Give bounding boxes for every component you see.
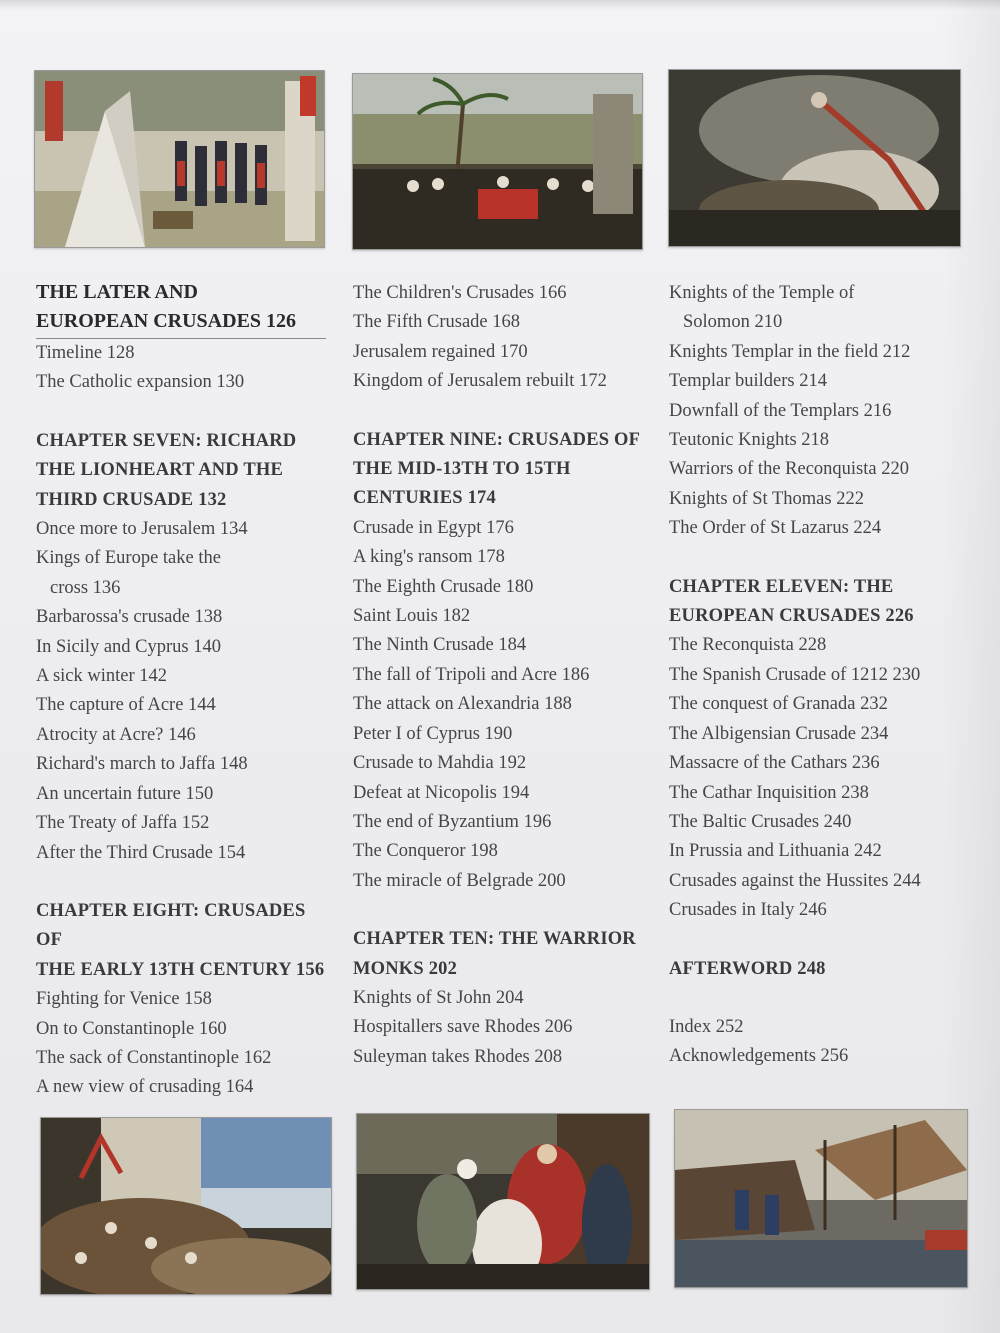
toc-column-1 — [36, 278, 336, 1103]
toc-entry[interactable]: The Albigensian Crusade 234 — [669, 723, 889, 744]
toc-entry[interactable]: Atrocity at Acre? 146 — [36, 724, 196, 745]
chapter-nine-heading[interactable]: CHAPTER NINE: CRUSADES OF THE MID-13TH TO 15TH CENTURIES 174 — [353, 429, 641, 509]
image-royal-audience — [356, 1113, 650, 1290]
afterword-heading[interactable]: AFTERWORD 248 — [669, 958, 826, 979]
toc-entry[interactable]: The sack of Constantinople 162 — [36, 1047, 272, 1068]
toc-entry[interactable]: A king's ransom 178 — [353, 547, 505, 568]
part-title: THE LATER AND EUROPEAN CRUSADES 126 — [36, 278, 326, 339]
toc-entry[interactable]: The Fifth Crusade 168 — [353, 312, 520, 333]
toc-entry[interactable]: The Order of St Lazarus 224 — [669, 518, 882, 539]
toc-column-3 — [669, 279, 969, 1072]
toc-entry[interactable]: Fighting for Venice 158 — [36, 989, 212, 1010]
toc-entry[interactable]: Crusades in Italy 246 — [669, 900, 827, 921]
toc-entry[interactable]: Suleyman takes Rhodes 208 — [353, 1046, 563, 1067]
toc-entry[interactable]: The Baltic Crusades 240 — [669, 811, 852, 832]
toc-entry[interactable]: Teutonic Knights 218 — [669, 430, 830, 451]
toc-entry[interactable]: The Treaty of Jaffa 152 — [36, 813, 210, 834]
toc-entry[interactable]: Hospitallers save Rhodes 206 — [353, 1017, 573, 1038]
toc-entry[interactable]: The end of Byzantium 196 — [353, 811, 552, 832]
toc-entry[interactable]: The Children's Crusades 166 — [353, 283, 567, 303]
toc-entry[interactable]: Knights of the Temple of — [669, 283, 855, 303]
toc-entry[interactable]: Knights of St Thomas 222 — [669, 488, 864, 509]
toc-entry[interactable]: After the Third Crusade 154 — [36, 842, 246, 863]
toc-entry[interactable]: Crusades against the Hussites 244 — [669, 870, 921, 891]
toc-entry[interactable]: Kingdom of Jerusalem rebuilt 172 — [353, 371, 607, 392]
toc-entry-acknowledgements[interactable]: Acknowledgements 256 — [669, 1046, 849, 1067]
back-matter-entries — [669, 1013, 969, 1072]
toc-entry[interactable]: Once more to Jerusalem 134 — [36, 519, 248, 540]
toc-entry[interactable]: Timeline 128 — [36, 343, 135, 363]
image-council-palms — [352, 73, 643, 250]
toc-entry[interactable]: Barbarossa's crusade 138 — [36, 607, 223, 628]
chapter-nine-entries — [353, 514, 653, 896]
toc-entry[interactable]: In Prussia and Lithuania 242 — [669, 841, 882, 862]
chapter-ten-entries — [353, 984, 653, 1072]
toc-column-2 — [353, 279, 653, 1072]
chapter-seven-heading[interactable]: CHAPTER SEVEN: RICHARD THE LIONHEART AND THE THIRD CRUSADE 132 — [36, 430, 297, 510]
toc-entry-continued[interactable]: cross 136 — [50, 577, 121, 598]
toc-entry[interactable]: The Cathar Inquisition 238 — [669, 782, 869, 803]
page-top-edge — [0, 0, 1000, 10]
toc-entry[interactable]: Saint Louis 182 — [353, 606, 471, 627]
image-naval-battle — [674, 1109, 968, 1288]
toc-entry[interactable]: Peter I of Cyprus 190 — [353, 723, 513, 744]
toc-entry[interactable]: Warriors of the Reconquista 220 — [669, 459, 909, 480]
chapter-eight-continued-entries — [353, 279, 653, 397]
toc-entry[interactable]: The Conqueror 198 — [353, 841, 498, 862]
toc-entry[interactable]: Crusade in Egypt 176 — [353, 517, 514, 538]
image-city-massacre — [40, 1117, 332, 1295]
toc-entry[interactable]: Kings of Europe take the — [36, 548, 221, 569]
toc-entry[interactable]: Templar builders 214 — [669, 371, 827, 392]
toc-entry[interactable]: In Sicily and Cyprus 140 — [36, 636, 221, 657]
toc-entry[interactable]: Downfall of the Templars 216 — [669, 400, 892, 421]
part-entry-list — [36, 339, 336, 398]
toc-entry[interactable]: Knights of St John 204 — [353, 987, 524, 1008]
toc-entry[interactable]: The miracle of Belgrade 200 — [353, 870, 566, 891]
chapter-eleven-heading[interactable]: CHAPTER ELEVEN: THE EUROPEAN CRUSADES 226 — [669, 576, 914, 627]
chapter-seven-entries — [36, 515, 336, 868]
toc-entry[interactable]: The capture of Acre 144 — [36, 695, 216, 716]
toc-entry[interactable]: The conquest of Granada 232 — [669, 694, 888, 715]
chapter-eight-entries — [36, 985, 336, 1103]
toc-entry[interactable]: Jerusalem regained 170 — [353, 341, 528, 362]
toc-entry-index[interactable]: Index 252 — [669, 1016, 744, 1037]
toc-entry[interactable]: Defeat at Nicopolis 194 — [353, 782, 530, 803]
chapter-eleven-entries — [669, 631, 969, 925]
toc-entry[interactable]: The Catholic expansion 130 — [36, 372, 245, 393]
toc-entry[interactable]: The Ninth Crusade 184 — [353, 635, 527, 656]
toc-entry[interactable]: Knights Templar in the field 212 — [669, 341, 911, 362]
chapter-eight-heading[interactable]: CHAPTER EIGHT: CRUSADES OF THE EARLY 13TH CENTURY 156 — [36, 900, 325, 980]
toc-entry[interactable]: The Eighth Crusade 180 — [353, 576, 534, 597]
toc-entry[interactable]: Massacre of the Cathars 236 — [669, 753, 880, 774]
toc-entry[interactable]: The Reconquista 228 — [669, 635, 827, 656]
toc-entry-continued[interactable]: Solomon 210 — [683, 312, 783, 333]
chapter-ten-continued-entries — [669, 279, 969, 544]
toc-entry[interactable]: A sick winter 142 — [36, 666, 168, 687]
image-siege-camp — [34, 70, 325, 248]
toc-entry[interactable]: The Spanish Crusade of 1212 230 — [669, 664, 921, 685]
chapter-ten-heading[interactable]: CHAPTER TEN: THE WARRIOR MONKS 202 — [353, 929, 636, 979]
toc-entry[interactable]: On to Constantinople 160 — [36, 1018, 227, 1039]
toc-entry[interactable]: An uncertain future 150 — [36, 783, 214, 804]
toc-entry[interactable]: Richard's march to Jaffa 148 — [36, 754, 248, 775]
toc-entry[interactable]: Crusade to Mahdia 192 — [353, 753, 527, 774]
toc-entry[interactable]: A new view of crusading 164 — [36, 1077, 254, 1098]
image-battle-smoke — [668, 69, 961, 247]
toc-entry[interactable]: The fall of Tripoli and Acre 186 — [353, 664, 590, 685]
toc-entry[interactable]: The attack on Alexandria 188 — [353, 694, 572, 715]
